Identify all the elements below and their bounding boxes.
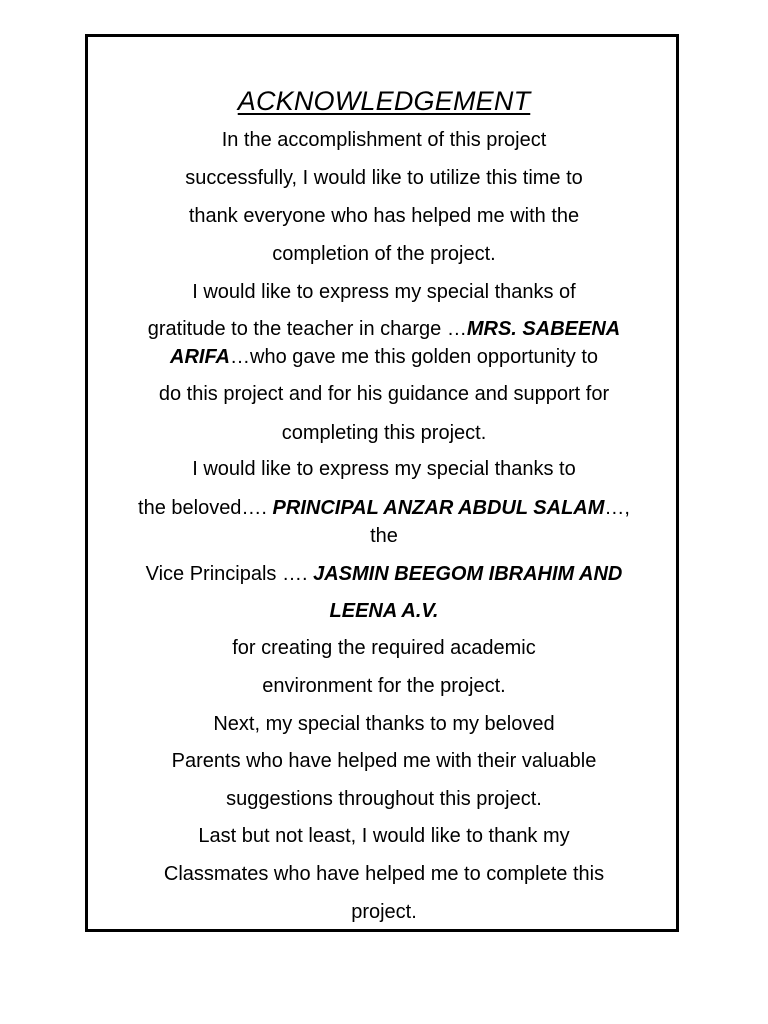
teacher-name: MRS. SABEENA (466, 318, 621, 340)
body-line: completing this project. (281, 422, 487, 444)
body-line: I would like to express my special thanks to (192, 458, 576, 480)
body-line: I would like to express my special thanks of (192, 281, 576, 303)
body-line: Parents who have helped me with their valuable (171, 750, 597, 772)
body-text: the beloved…. (138, 497, 273, 519)
body-line (0, 345, 768, 369)
teacher-name: ARIFA (170, 346, 230, 368)
body-line: for creating the required academic (232, 637, 536, 659)
body-line: do this project and for his guidance and support for (158, 383, 610, 405)
body-line (0, 496, 768, 520)
body-text: gratitude to the teacher in charge … (147, 318, 467, 340)
body-line (0, 317, 768, 341)
vice-principal-names: LEENA A.V. (329, 600, 439, 622)
body-line: suggestions throughout this project. (226, 788, 542, 810)
body-line: In the accomplishment of this project (221, 129, 547, 151)
body-line: environment for the project. (262, 675, 506, 697)
body-line (0, 562, 768, 586)
body-line: thank everyone who has helped me with the (188, 205, 580, 227)
body-line: Classmates who have helped me to complete this (163, 863, 605, 885)
body-text: …who gave me this golden opportunity to (230, 346, 598, 368)
document-title: ACKNOWLEDGEMENT (237, 86, 531, 116)
body-line: project. (351, 901, 417, 923)
body-line: Next, my special thanks to my beloved (213, 713, 555, 735)
body-line: the (370, 525, 398, 547)
body-line: Last but not least, I would like to thank my (198, 825, 570, 847)
principal-name: PRINCIPAL ANZAR ABDUL SALAM (272, 497, 605, 519)
vice-principal-names: JASMIN BEEGOM IBRAHIM AND (313, 563, 623, 585)
body-line: completion of the project. (272, 243, 496, 265)
body-text: …, (604, 497, 630, 519)
body-line: successfully, I would like to utilize this time to (185, 167, 583, 189)
body-text: Vice Principals …. (145, 563, 314, 585)
